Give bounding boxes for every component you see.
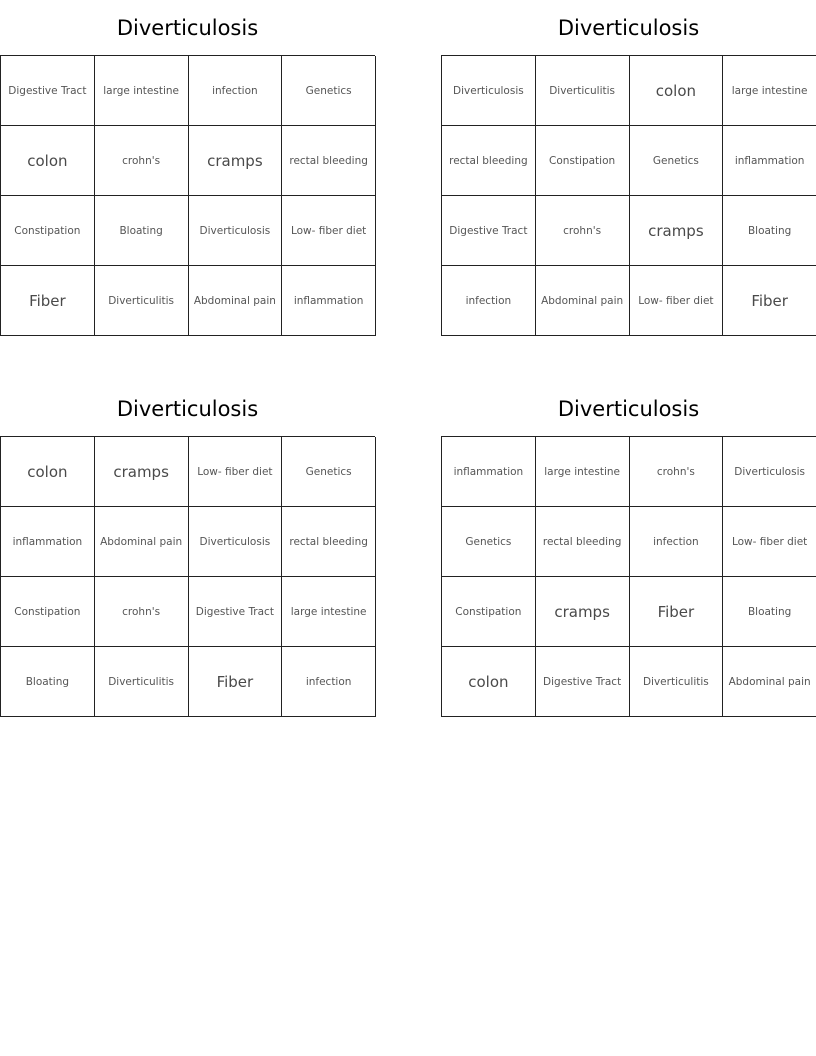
grid-cell: Fiber [723, 266, 816, 336]
grid-cell: Genetics [442, 507, 536, 577]
grid-cell: large intestine [723, 56, 816, 126]
grid-cell: Low- fiber diet [630, 266, 724, 336]
grid-cell: cramps [536, 577, 630, 647]
grid-cell: Diverticulitis [95, 266, 189, 336]
grid-cell: inflammation [442, 437, 536, 507]
grid-cell: Constipation [536, 126, 630, 196]
grid-cell: Digestive Tract [442, 196, 536, 266]
grid-cell: infection [189, 56, 283, 126]
grid-cell: Diverticulitis [630, 647, 724, 717]
grid-cell: Bloating [723, 196, 816, 266]
grid-cell: rectal bleeding [536, 507, 630, 577]
grid-cell: cramps [189, 126, 283, 196]
bingo-card-2 [441, 0, 816, 336]
bingo-card-3 [0, 381, 375, 717]
grid-cell: crohn's [95, 126, 189, 196]
grid-cell: Diverticulosis [189, 507, 283, 577]
grid-cell: infection [282, 647, 376, 717]
grid-cell: Genetics [282, 437, 376, 507]
grid-cell: Fiber [189, 647, 283, 717]
card-grid [441, 436, 816, 717]
grid-cell: cramps [630, 196, 724, 266]
grid-cell: Constipation [1, 577, 95, 647]
grid-cell: Digestive Tract [1, 56, 95, 126]
grid-cell: inflammation [723, 126, 816, 196]
grid-cell: Genetics [282, 56, 376, 126]
grid-cell: Diverticulosis [723, 437, 816, 507]
card-grid [0, 436, 375, 717]
card-grid [441, 55, 816, 336]
card-grid [0, 55, 375, 336]
card-title: Diverticulosis [557, 397, 700, 421]
grid-cell: inflammation [282, 266, 376, 336]
grid-cell: Bloating [723, 577, 816, 647]
grid-cell: cramps [95, 437, 189, 507]
bingo-card-4 [441, 381, 816, 717]
grid-cell: Bloating [95, 196, 189, 266]
grid-cell: Low- fiber diet [189, 437, 283, 507]
grid-cell: Abdominal pain [189, 266, 283, 336]
card-title: Diverticulosis [116, 397, 259, 421]
grid-cell: colon [442, 647, 536, 717]
grid-cell: Digestive Tract [189, 577, 283, 647]
grid-cell: rectal bleeding [282, 126, 376, 196]
grid-cell: inflammation [1, 507, 95, 577]
grid-cell: Fiber [630, 577, 724, 647]
grid-cell: large intestine [536, 437, 630, 507]
grid-cell: Diverticulitis [536, 56, 630, 126]
grid-cell: Abdominal pain [536, 266, 630, 336]
grid-cell: Abdominal pain [723, 647, 816, 717]
grid-cell: infection [442, 266, 536, 336]
bingo-card-1 [0, 0, 375, 336]
grid-cell: Low- fiber diet [282, 196, 376, 266]
grid-cell: large intestine [95, 56, 189, 126]
grid-cell: Constipation [442, 577, 536, 647]
grid-cell: Fiber [1, 266, 95, 336]
card-title: Diverticulosis [116, 16, 259, 40]
grid-cell: Bloating [1, 647, 95, 717]
grid-cell: rectal bleeding [442, 126, 536, 196]
grid-cell: Low- fiber diet [723, 507, 816, 577]
card-title: Diverticulosis [557, 16, 700, 40]
grid-cell: colon [1, 126, 95, 196]
grid-cell: infection [630, 507, 724, 577]
grid-cell: Diverticulitis [95, 647, 189, 717]
grid-cell: colon [630, 56, 724, 126]
grid-cell: large intestine [282, 577, 376, 647]
grid-cell: rectal bleeding [282, 507, 376, 577]
grid-cell: crohn's [536, 196, 630, 266]
grid-cell: crohn's [630, 437, 724, 507]
grid-cell: Diverticulosis [189, 196, 283, 266]
grid-cell: Digestive Tract [536, 647, 630, 717]
grid-cell: colon [1, 437, 95, 507]
grid-cell: Genetics [630, 126, 724, 196]
grid-cell: Abdominal pain [95, 507, 189, 577]
grid-cell: Constipation [1, 196, 95, 266]
grid-cell: Diverticulosis [442, 56, 536, 126]
grid-cell: crohn's [95, 577, 189, 647]
